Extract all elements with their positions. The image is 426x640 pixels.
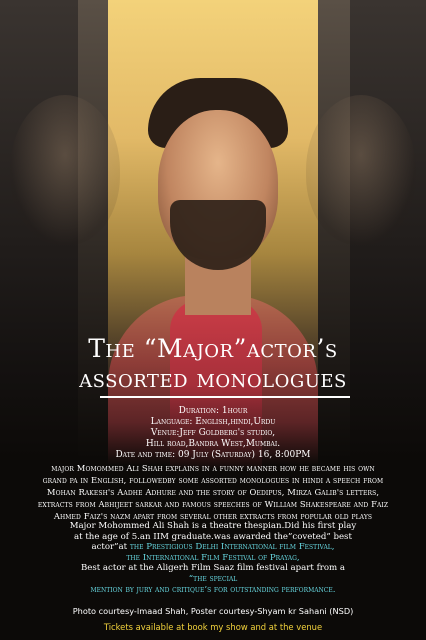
photo-credit: Photo courtesy-Imaad Shah, Poster courtesy-Shyam kr Sahani (NSD) — [72, 606, 354, 616]
bio-line: Best actor at the Aligerh Film Saaz film festival apart from a — [80, 563, 346, 574]
description-line: Mohan Rakesh's Aadhe Adhure and the story of Oedipus, Mirza Galib's letters, — [46, 487, 380, 497]
description — [6, 462, 420, 522]
description-line: grand pa in English, followedby some assorted monologues in hindi a speech from — [42, 475, 384, 485]
address: Hill road,Bandra West,Mumbai. — [145, 439, 281, 449]
bio-line: at the age of 5.an IIM graduate.was awarded the”coveted” best — [74, 531, 352, 542]
bio-text: actor”at — [91, 542, 130, 553]
description-line: Ahmed Faiz's nazm apart from several other extracts from popular old plays — [53, 511, 373, 521]
bio-highlight: the Prestigious Delhi International film Festival, — [129, 542, 335, 553]
event-details — [0, 406, 426, 461]
ghost-face-left — [10, 95, 120, 245]
bio-line: Major Mohommed Ali Shah is a theatre thespian.Did his first play — [69, 521, 357, 531]
title-line-1: The “Major”actor’s — [88, 334, 338, 363]
ghost-face-right — [306, 95, 416, 245]
description-line: extracts from Abhijeet sarkar and famous speeches of William Shakespeare and Faiz — [37, 499, 389, 509]
actor-bio — [20, 521, 406, 595]
bio-highlight-line: the International Film Festival of Prayag, — [126, 552, 300, 563]
title-underline — [100, 396, 350, 398]
title-block — [0, 334, 426, 394]
title-line-2: assorted monologues — [79, 364, 347, 393]
tickets-info: Tickets available at book my show and at the venue — [103, 622, 323, 632]
bio-highlight-line: “the special — [188, 573, 238, 584]
date-time: Date and time: 09 July (Saturday) 16, 8:00PM — [115, 450, 311, 460]
description-line: major Momommed Ali Shah explains in a funny manner how he became his own — [51, 463, 375, 473]
duration: Duration: 1hour — [178, 406, 248, 416]
bio-highlight-line: mention by jury and critique’s for outstanding performance. — [90, 584, 336, 595]
language: Language: English,hindi,Urdu — [150, 417, 276, 427]
venue: Venue:Jeff Goldberg's studio, — [150, 428, 276, 438]
bio-line — [20, 542, 406, 553]
